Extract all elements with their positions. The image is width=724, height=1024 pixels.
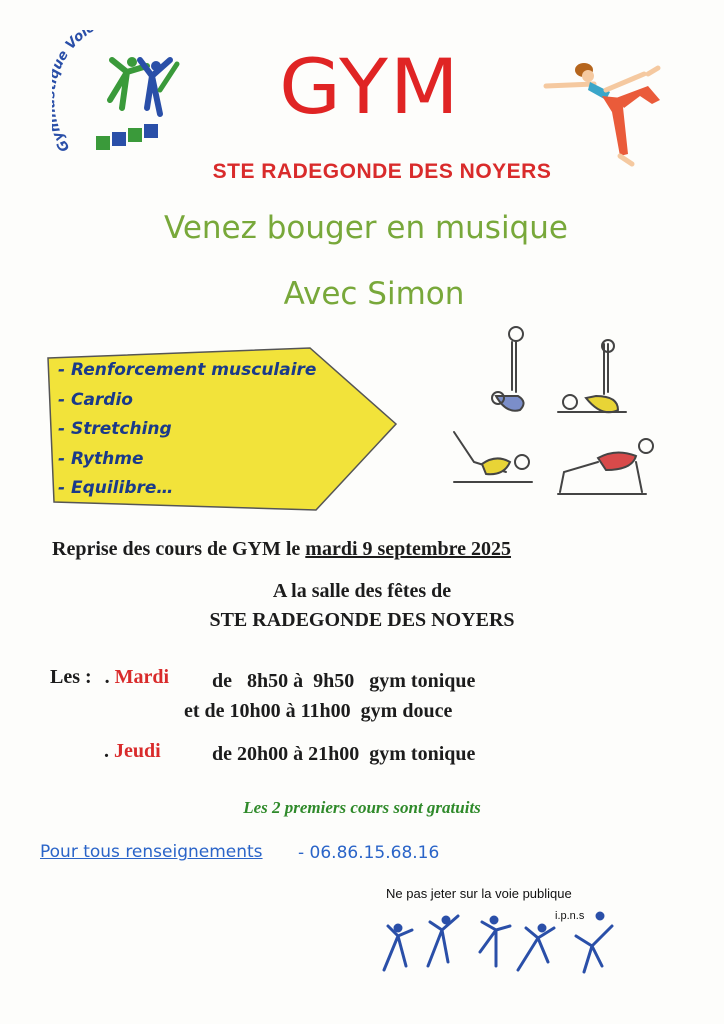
contact-phone: - 06.86.15.68.16	[298, 843, 440, 863]
resume-date: mardi 9 septembre 2025	[305, 538, 512, 560]
exercise-figures-icon	[446, 322, 666, 502]
mardi-slot-2: et de 10h00 à 11h00 gym douce	[184, 700, 453, 722]
logo-text	[52, 30, 141, 155]
logo-square-green	[96, 136, 110, 150]
logo-square-blue-2	[144, 124, 158, 138]
day-mardi: Mardi	[114, 666, 170, 688]
day-jeudi: Jeudi	[114, 740, 161, 762]
les-label: Les :	[50, 666, 92, 688]
ipns-label: i.p.n.s	[555, 910, 585, 922]
list-item: - Rythme	[58, 448, 144, 469]
page-title: GYM	[279, 42, 461, 131]
mardi-slot-1: de 8h50 à 9h50 gym tonique	[212, 670, 476, 692]
tagline: Venez bouger en musique	[164, 210, 568, 246]
coach-name: Avec Simon	[283, 276, 465, 312]
list-item: - Cardio	[58, 389, 133, 410]
venue-line2: STE RADEGONDE DES NOYERS	[209, 609, 515, 631]
logo-figures-icon	[110, 57, 177, 114]
logo-square-blue	[112, 132, 126, 146]
exercise-illustrations	[446, 322, 666, 502]
logo-text-path: G e Vol	[53, 30, 91, 155]
jeudi-slot: de 20h00 à 21h00 gym tonique	[212, 743, 476, 765]
bullet: .	[104, 666, 110, 688]
bullet: .	[104, 740, 109, 762]
free-courses-note: Les 2 premiers cours sont gratuits	[243, 798, 481, 817]
footer-dancers	[376, 906, 626, 976]
footer-note: Ne pas jeter sur la voie publique	[386, 886, 572, 901]
logo-square-green-2	[128, 128, 142, 142]
gv-logo-graphic	[52, 30, 212, 160]
list-item: - Renforcement musculaire	[58, 360, 317, 380]
gv-logo	[52, 30, 212, 160]
venue-line1: A la salle des fêtes de	[272, 580, 452, 602]
contact-label[interactable]: Pour tous renseignements	[40, 842, 263, 862]
list-item: - Stretching	[58, 419, 172, 439]
list-item: - Equilibre…	[58, 478, 174, 498]
town-heading: STE RADEGONDE DES NOYERS	[212, 160, 552, 183]
schedule-les-label	[50, 666, 169, 689]
activities-list	[58, 360, 316, 508]
footer-dancers-icon	[376, 906, 626, 976]
schedule-jeudi-label	[104, 740, 161, 763]
resume-line	[52, 538, 511, 561]
resume-prefix: Reprise des cours de GYM le	[52, 538, 306, 560]
